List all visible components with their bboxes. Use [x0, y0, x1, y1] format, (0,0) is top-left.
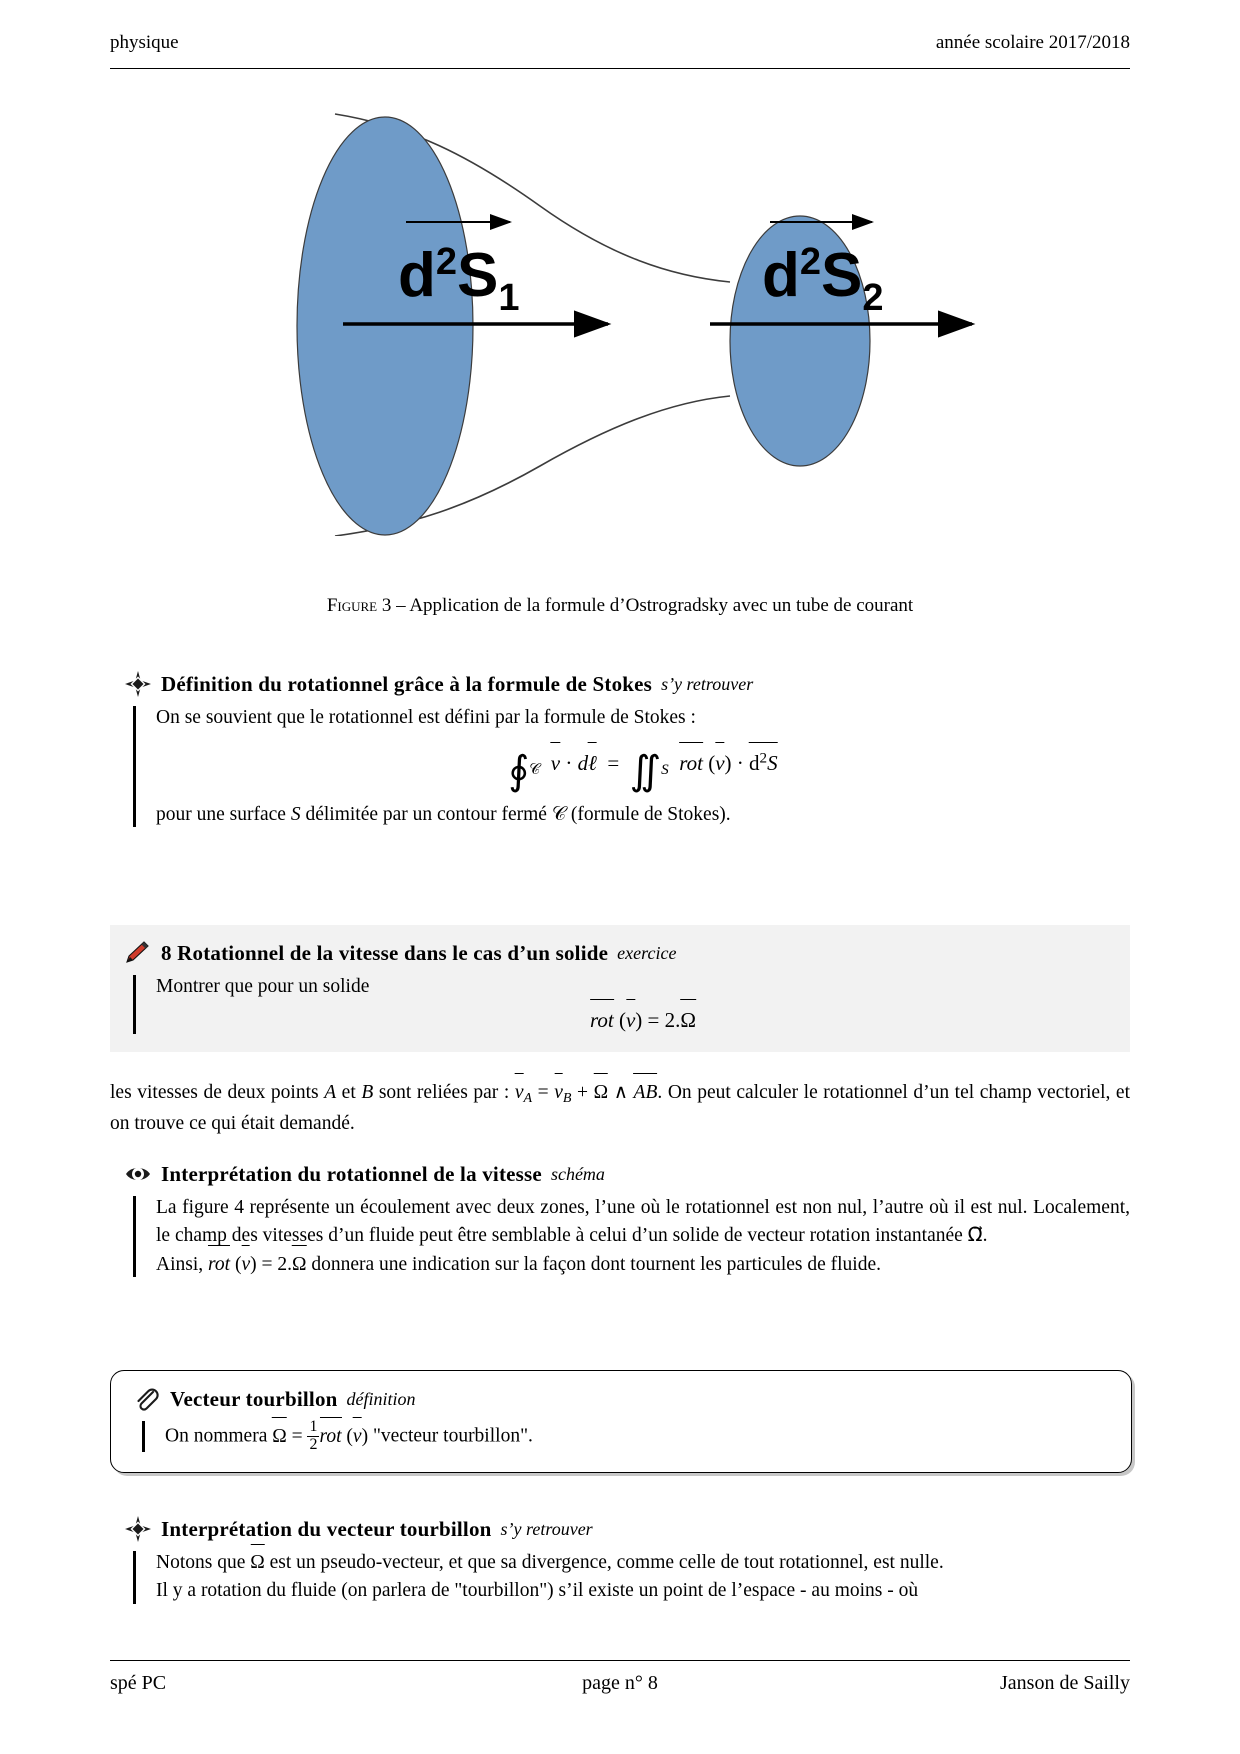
point-a-symbol: A: [324, 1082, 337, 1103]
block-body: [110, 1194, 1130, 1279]
block-sidebar-rule: [133, 975, 136, 1034]
figure-caption-label: Figure: [326, 595, 378, 616]
block-title: Interprétation du rotationnel de la vitesse: [161, 1161, 542, 1186]
block-kind: schéma: [550, 1163, 605, 1184]
outro-mid: délimitée par un contour fermé: [300, 804, 552, 826]
block-body: [110, 704, 1130, 829]
paragraph-2-pre: Ainsi,: [156, 1253, 209, 1275]
block-paragraph-2: Il y a rotation du fluide (on parlera de "tourbillon") s’il existe un point de l’espace - au moins - où: [156, 1580, 919, 1602]
stream-tube-illustration: [110, 96, 1130, 536]
cross-section-1: [297, 117, 473, 535]
header-divider: [110, 68, 1130, 69]
paragraph-vitesses-deux-points: [110, 1078, 1130, 1138]
block-sidebar-rule: [133, 1551, 136, 1604]
formula-va-vb: $v_A = v_B + \Omega$ ∧ AB: [515, 1082, 658, 1103]
figure-caption: [110, 595, 1130, 617]
definition-post: "vecteur tourbillon".: [368, 1425, 533, 1447]
block-sidebar-rule: [133, 706, 136, 827]
figure-stream-tube: [110, 96, 1130, 536]
figure-caption-dash: –: [396, 595, 406, 616]
footer-left-text: spé PC: [110, 1672, 167, 1694]
header-right-text: année scolaire 2017/2018: [935, 32, 1130, 53]
block-sidebar-rule: [133, 1196, 136, 1277]
outro-pre: pour une surface: [156, 804, 291, 826]
eye-icon: [124, 1160, 152, 1188]
outro-surface-symbol: S: [290, 804, 301, 826]
block-body: [110, 1549, 1130, 1606]
figure-label-d2s1: $d^2S_1$: [398, 241, 520, 319]
block-sidebar-rule: [142, 1421, 145, 1452]
block-paragraph: [165, 1419, 1131, 1454]
block-kind: s’y retrouver: [661, 673, 754, 694]
compass-star-icon: [124, 670, 152, 698]
formula-rot-v-2omega: rot (v) = 2.Ω: [208, 1254, 306, 1275]
pencil-icon: [124, 939, 152, 967]
block-body: [110, 973, 1130, 1036]
paragraph-pre: les vitesses de deux points: [110, 1082, 325, 1103]
paragraph-mid1: et: [336, 1082, 362, 1103]
block-vecteur-tourbillon: [110, 1370, 1132, 1473]
block-body: [111, 1419, 1131, 1454]
paragraph-1-post: est un pseudo-vecteur, et que sa divergence, comme celle de tout rotationnel, est nulle.: [264, 1552, 944, 1573]
block-title: 8 Rotationnel de la vitesse dans le cas d’un solide: [161, 940, 609, 965]
figure-label-d2s2: $d^2S_2$: [762, 241, 884, 319]
block-intro-text: On se souvient que le rotationnel est défini par la formule de Stokes :: [156, 707, 696, 728]
figure-caption-text: Application de la formule d’Ostrogradsky avec un tube de courant: [409, 595, 914, 616]
formula-stokes: $∮_𝒞$ v · dℓ = $∬_S$ rot $(v) \cdot d^2S$: [508, 748, 778, 794]
block-paragraph-1: La figure 4 représente un écoulement avec deux zones, l’une où le rotationnel est non nul, l’autre où il est nul. Localement, le champ des vitesses d’un fluide peut être semblable à celui d’un solide de vecteur rotation instantanée Ω⃗.: [156, 1197, 1130, 1247]
footer-page-number: page n° 8: [582, 1672, 658, 1694]
block-interpretation-vecteur-tourbillon: [110, 1515, 1130, 1606]
block-outro-text: [156, 801, 1130, 829]
page-header: [110, 32, 1130, 54]
block-paragraph-1: [156, 1549, 1130, 1577]
paragraph-post: . On peut calculer le rotationnel d’un tel champ vectoriel, et on trouve ce qui était demandé.: [110, 1082, 1131, 1134]
block-title: Vecteur tourbillon: [170, 1386, 338, 1411]
block-title: Interprétation du vecteur tourbillon: [161, 1516, 492, 1541]
block-kind: s’y retrouver: [500, 1518, 593, 1539]
point-b-symbol: B: [361, 1082, 374, 1103]
paperclip-icon: [133, 1385, 161, 1413]
outro-contour-symbol: 𝒞: [551, 804, 567, 826]
omega-vector-symbol: Ω: [250, 1549, 265, 1577]
block-paragraph-2: [156, 1251, 1130, 1279]
figure-caption-number: 3: [381, 595, 392, 616]
paragraph-2-post: donnera une indication sur la façon dont tournent les particules de fluide.: [306, 1253, 881, 1275]
block-exercice-8: [110, 925, 1130, 1052]
paragraph-mid2: sont reliées par :: [373, 1082, 515, 1103]
footer-right-text: Janson de Sailly: [1000, 1672, 1130, 1694]
compass-star-icon: [124, 1515, 152, 1543]
footer-divider: [110, 1660, 1130, 1661]
block-definition-rotationnel-stokes: [110, 670, 1130, 829]
definition-pre: On nommera: [165, 1425, 273, 1447]
block-interpretation-rotationnel-vitesse: [110, 1160, 1130, 1279]
formula-omega-demi-rot: Ω = $\frac{1}{2}$ rot (v): [272, 1418, 369, 1453]
block-intro-text: Montrer que pour un solide: [156, 976, 370, 997]
block-title: Définition du rotationnel grâce à la formule de Stokes: [161, 671, 653, 696]
block-kind: définition: [346, 1388, 416, 1409]
paragraph-1-pre: Notons que: [156, 1552, 251, 1573]
outro-end: (formule de Stokes).: [566, 804, 731, 826]
header-left-text: physique: [110, 32, 179, 53]
block-kind: exercice: [617, 942, 677, 963]
formula-rot-solide: rot (v) = 2.Ω: [156, 1005, 1130, 1035]
